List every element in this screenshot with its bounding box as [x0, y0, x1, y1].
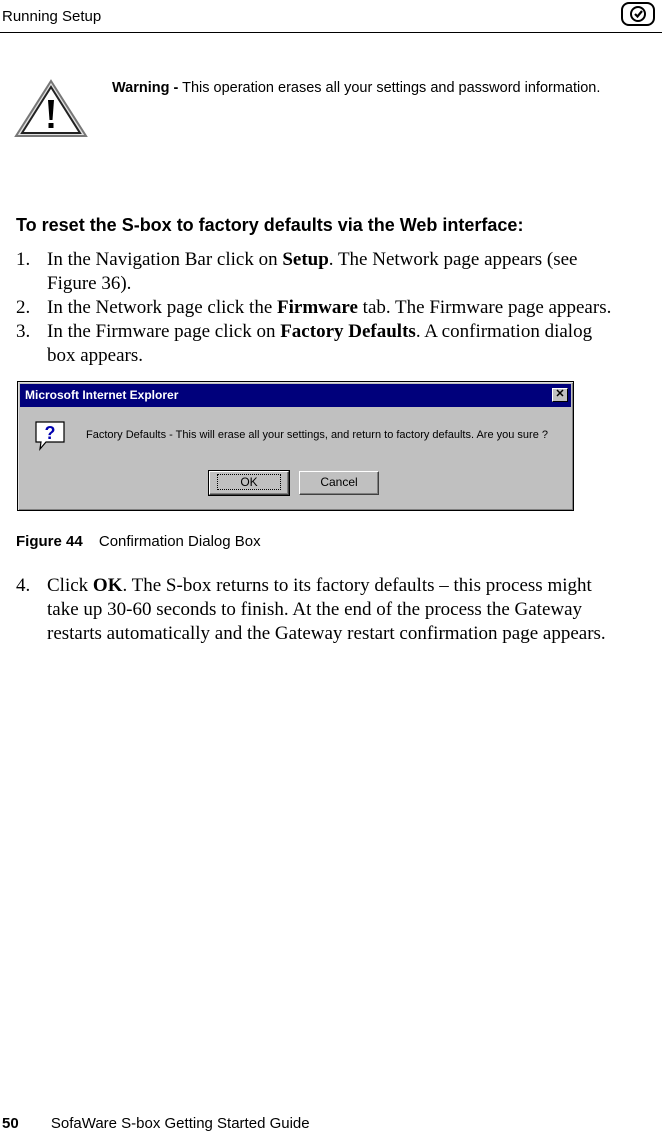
step-text: restarts automatically and the Gateway restart confirmation page appears. [47, 623, 606, 644]
ok-button-label: OK [217, 474, 280, 490]
step-number: 3. [16, 321, 31, 342]
warning-text [112, 80, 600, 96]
step-number: 1. [16, 249, 31, 270]
step-text: In the Network page click the [47, 297, 278, 318]
page-number: 50 [2, 1115, 19, 1132]
figure-caption-text: Confirmation Dialog Box [98, 533, 261, 550]
step-bold: Firmware [277, 297, 358, 318]
svg-text:?: ? [44, 423, 56, 443]
step-text: box appears. [47, 345, 144, 366]
setup-tab-icon [621, 2, 655, 26]
dialog-titlebar [20, 384, 571, 407]
warning-icon [14, 78, 88, 145]
step-text: . The S-box returns to its factory defaults – this process might [122, 575, 592, 596]
footer-title: SofaWare S-box Getting Started Guide [50, 1115, 310, 1132]
step-text: tab. The Firmware page appears. [357, 297, 612, 318]
confirmation-dialog [17, 381, 574, 511]
step-number: 2. [16, 297, 31, 318]
step-bold: OK [92, 575, 123, 596]
step-bold: Factory Defaults [280, 321, 416, 342]
close-button[interactable]: ✕ [552, 388, 568, 402]
step-bold: Setup [282, 249, 329, 270]
dialog-title: Microsoft Internet Explorer [25, 388, 179, 402]
step-number: 4. [16, 575, 31, 596]
warning-label: Warning - [112, 80, 179, 96]
cancel-button[interactable]: Cancel [299, 471, 379, 495]
step-text: . The Network page appears (see [328, 249, 578, 270]
step-text: take up 30-60 seconds to finish. At the end of the process the Gateway [47, 599, 583, 620]
step-text: Figure 36). [47, 273, 132, 294]
warning-message: This operation erases all your settings and password information. [182, 80, 601, 96]
page-footer [2, 1115, 310, 1132]
step-text: Click [47, 575, 93, 596]
step-text: In the Firmware page click on [47, 321, 281, 342]
dialog-message: Factory Defaults - This will erase all your settings, and return to factory defaults. Are you sure ? [86, 429, 549, 441]
figure-caption [16, 533, 261, 550]
procedure-title: To reset the S-box to factory defaults via the Web interface: [16, 215, 524, 235]
step-text: . A confirmation dialog [415, 321, 593, 342]
question-icon [32, 418, 68, 457]
figure-label: Figure 44 [16, 533, 83, 550]
page-header [0, 0, 662, 33]
ok-button[interactable] [209, 471, 289, 495]
step-text: In the Navigation Bar click on [47, 249, 283, 270]
header-title: Running Setup [2, 8, 102, 25]
